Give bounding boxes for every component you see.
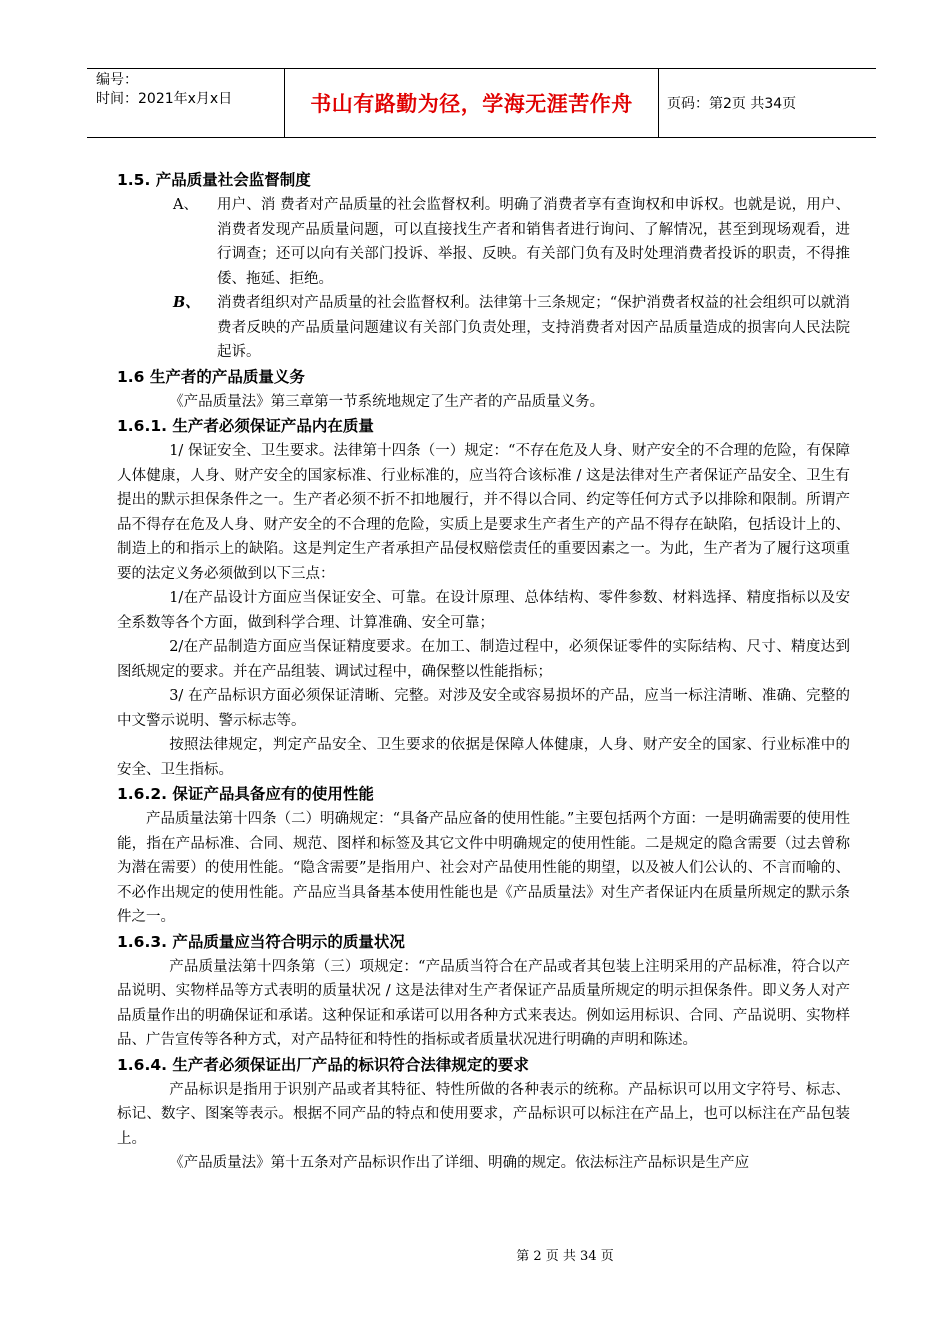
header-motto: 书山有路勤为径，学海无涯苦作舟 [285, 69, 659, 137]
header-page-label: 页码：第2页 共34页 [667, 96, 797, 112]
list-text-a: 用户、消 费者对产品质量的社会监督权利。明确了消费者享有查询权和申诉权。也就是说，用户、消费者发现产品质量问题，可以直接找生产者和销售者进行询问、了解情况，甚至到现场观看，进行调查；还可以向有关部门投诉、举报、反映。有关部门负有及时处理消费者投诉的职责，不得推倭、拖延、拒绝。 [217, 197, 850, 287]
header-meta [87, 69, 285, 137]
paragraph: 产品质量法第十四条（二）明确规定：“具备产品应备的使用性能。”主要包括两个方面：一是明确需要的使用性能，指在产品标准、合同、规范、图样和标签及其它文件中明确规定的使用性能。二是规定的隐含需要（过去曾称为潜在需要）的使用性能。“隐含需要”是指用户、社会对产品使用性能的期望，以及被人们公认的、不言而喻的、不必作出规定的使用性能。产品应当具备基本使用性能也是《产品质量法》对生产者保证内在质量所规定的默示条件之一。 [117, 811, 850, 925]
section-1-6-1-title: 1.6.1. 生产者必须保证产品内在质量 [117, 417, 374, 435]
list-marker-a: A、 [173, 197, 198, 213]
paragraph: 1/ 保证安全、卫生要求。法律第十四条（一）规定：“不存在危及人身、财产安全的不合理的危险，有保障人体健康，人身、财产安全的国家标准、行业标准的，应当符合该标准 / 这是法律对生产者保证产品安全、卫生有提出的默示担保条件之一。生产者必须不折不扣地履行，并不得以合同、约定等任何方式予以排除和限制。所谓产品不得存在危及人身、财产安全的不合理的危险，实质上是要求生产者生产的产品不得存在缺陷，包括设计上的、制造上的和指示上的缺陷。这是判定生产者承担产品侵权赔偿责任的重要因素之一。为此，生产者为了履行这项重要的法定义务必须做到以下三点： [117, 443, 850, 582]
list-item-a [117, 193, 850, 291]
page-footer: 第 2 页 共 34 页 [516, 1249, 614, 1264]
document-body [117, 168, 850, 1176]
paragraph: 按照法律规定，判定产品安全、卫生要求的依据是保障人体健康，人身、财产安全的国家、行业标准中的安全、卫生指标。 [117, 737, 850, 778]
list-text-b: 消费者组织对产品质量的社会监督权利。法律第十三条规定；“保护消费者权益的社会组织可以就消费者反映的产品质量问题建议有关部门负责处理，支持消费者对因产品质量造成的损害向人民法院起诉。 [217, 295, 850, 360]
section-1-6-title: 1.6 生产者的产品质量义务 [117, 367, 305, 386]
section-1-6-2-title: 1.6.2. 保证产品具备应有的使用性能 [117, 785, 374, 803]
paragraph: 产品质量法第十四条第（三）项规定：“产品质当符合在产品或者其包装上注明采用的产品标准，符合以产品说明、实物样品等方式表明的质量状况 / 这是法律对生产者保证产品质量所规定的明示担保条件。即义务人对产品质量作出的明确保证和承诺。这种保证和承诺可以用各种方式来表达。例如运用标识、合同、产品说明、实物样品、广告宣传等各种方式，对产品特征和特性的指标或者质量状况进行明确的声明和陈述。 [117, 958, 850, 1048]
section-1-6-4-title: 1.6.4. 生产者必须保证出厂产品的标识符合法律规定的要求 [117, 1055, 529, 1074]
list-marker-b: B、 [173, 294, 200, 311]
paragraph: 《产品质量法》第三章第一节系统地规定了生产者的产品质量义务。 [169, 393, 605, 410]
section-1-5-title: 1.5. 产品质量社会监督制度 [117, 171, 311, 189]
header-time-label: 时间：2021年x月x日 [96, 91, 233, 107]
page-header [87, 68, 876, 138]
paragraph: 2/在产品制造方面应当保证精度要求。在加工、制造过程中，必须保证零件的实际结构、尺寸、精度达到图纸规定的要求。并在产品组装、调试过程中，确保整以性能指标； [117, 639, 850, 680]
header-number-label: 编号： [96, 72, 138, 88]
section-1-6-3-title: 1.6.3. 产品质量应当符合明示的质量状况 [117, 932, 405, 951]
paragraph: 3/ 在产品标识方面必须保证清晰、完整。对涉及安全或容易损坏的产品，应当一标注清晰、准确、完整的中文警示说明、警示标志等。 [117, 688, 850, 729]
paragraph: 1/在产品设计方面应当保证安全、可靠。在设计原理、总体结构、零件参数、材料选择、精度指标以及安全系数等各个方面，做到科学合理、计算准确、安全可靠； [117, 590, 850, 631]
paragraph: 产品标识是指用于识别产品或者其特征、特性所做的各种表示的统称。产品标识可以用文字符号、标志、标记、数字、图案等表示。根据不同产品的特点和使用要求，产品标识可以标注在产品上，也可以标注在产品包装上。 [117, 1081, 850, 1147]
list-item-b [117, 291, 850, 365]
paragraph: 《产品质量法》第十五条对产品标识作出了详细、明确的规定。依法标注产品标识是生产应 [169, 1155, 750, 1171]
